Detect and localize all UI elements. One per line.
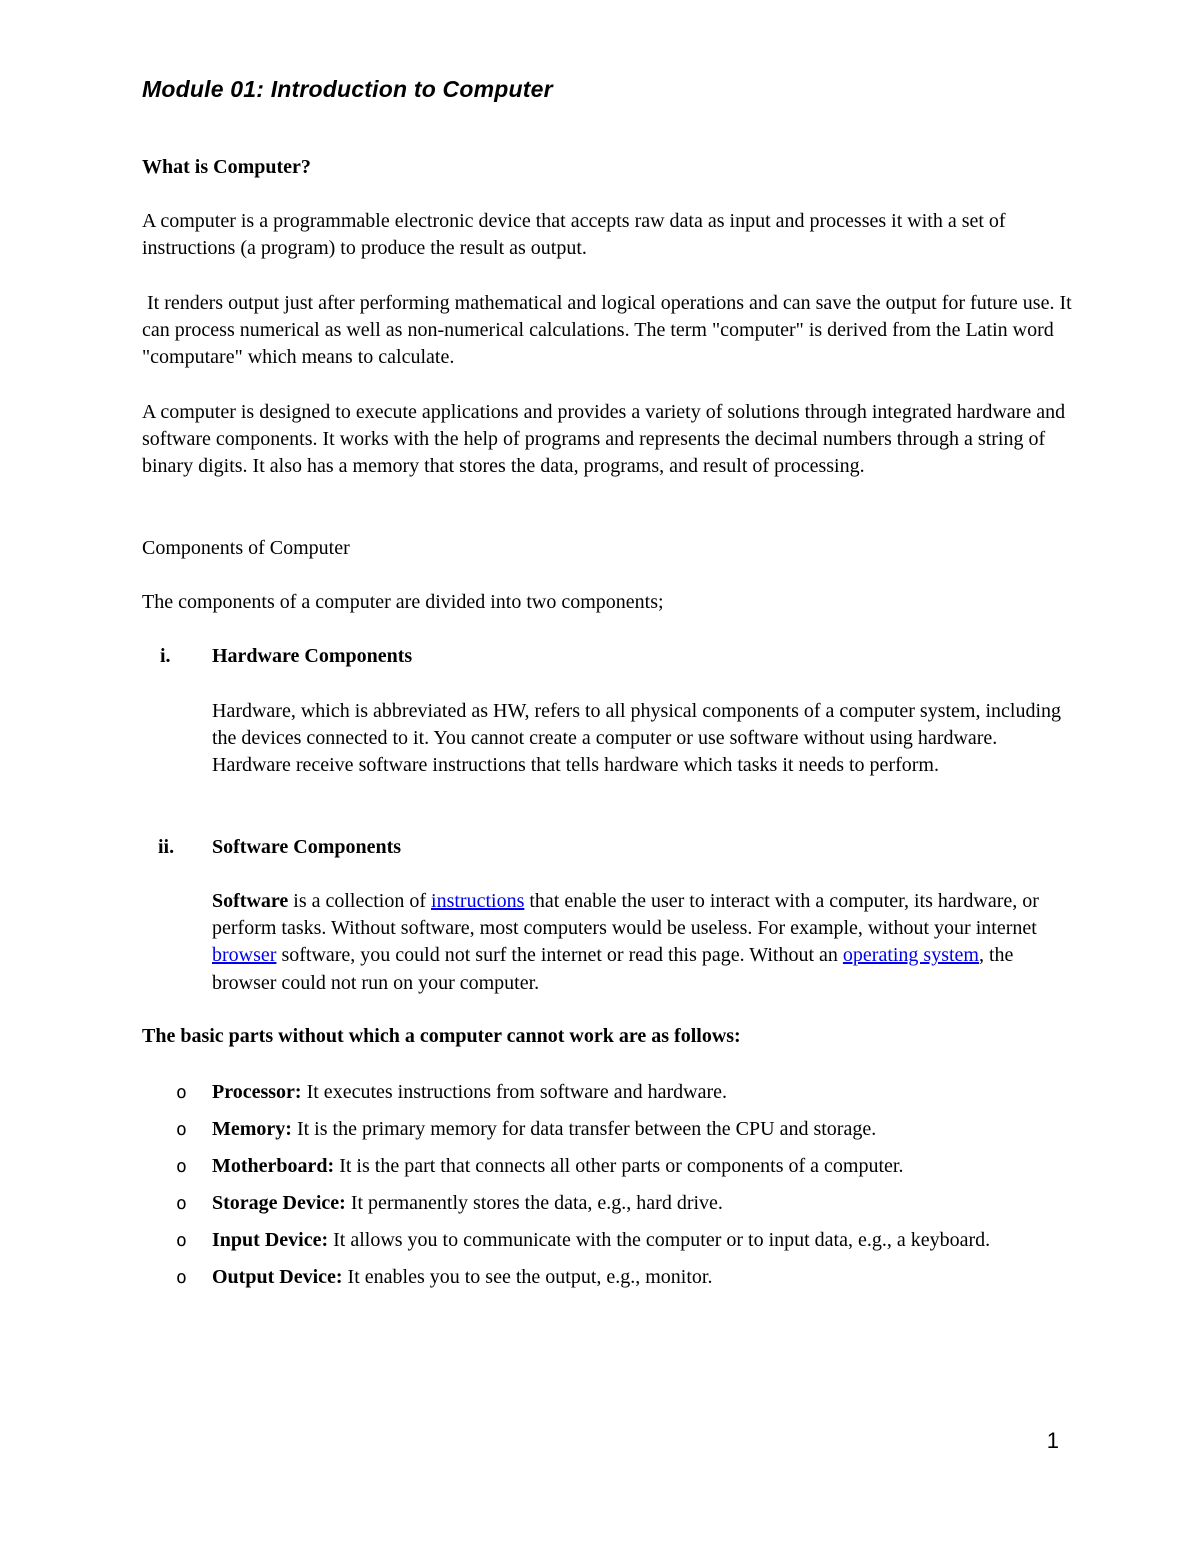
- part-text: It executes instructions from software and hardware.: [301, 1081, 727, 1103]
- part-text: It allows you to communicate with the computer or to input data, e.g., a keyboard.: [328, 1229, 991, 1251]
- software-text-1: is a collection of: [288, 890, 432, 912]
- part-text: It is the primary memory for data transfer between the CPU and storage.: [291, 1118, 877, 1140]
- parts-list: [142, 1076, 1062, 1298]
- list-item: [142, 1150, 1062, 1184]
- software-heading: Software Components: [212, 836, 402, 858]
- bullet-marker-icon: o: [176, 1193, 187, 1214]
- bullet-marker-icon: o: [176, 1082, 187, 1103]
- bullet-marker-icon: o: [176, 1156, 187, 1177]
- part-label: Processor:: [212, 1081, 302, 1103]
- paragraph-definition: A computer is a programmable electronic device that accepts raw data as input and processes it with a set of instructions (a program) to produce the result as output.: [142, 210, 1006, 260]
- software-term: Software: [212, 890, 289, 912]
- instructions-link[interactable]: instructions: [431, 890, 525, 912]
- part-label: Motherboard:: [212, 1155, 335, 1177]
- hardware-paragraph: Hardware, which is abbreviated as HW, refers to all physical components of a computer system, including the devices connected to it. You cannot create a computer or use software without using hardware. Hardware receive software instructions that tells hardware which tasks it needs to perform.: [212, 700, 1062, 777]
- bullet-marker-icon: o: [176, 1267, 187, 1288]
- page-number: 1: [1046, 1428, 1059, 1453]
- software-text-3: software, you could not surf the internet or read this page. Without an: [276, 944, 843, 967]
- software-numeral: ii.: [158, 836, 175, 858]
- components-heading: Components of Computer: [142, 537, 350, 559]
- browser-link[interactable]: browser: [212, 944, 277, 967]
- part-label: Memory:: [212, 1118, 292, 1140]
- paragraph-applications: A computer is designed to execute applications and provides a variety of solutions through integrated hardware and software components. It works with the help of programs and represents the decimal numbers through a string of binary digits. It also has a memory that stores the data, programs, and result of processing.: [142, 401, 1066, 478]
- part-text: It is the part that connects all other parts or components of a computer.: [334, 1155, 904, 1177]
- software-paragraph: [212, 888, 1062, 997]
- bullet-marker-icon: o: [176, 1230, 187, 1251]
- list-item: [142, 1076, 1062, 1110]
- operating-system-link[interactable]: operating system: [842, 944, 979, 967]
- parts-heading: The basic parts without which a computer cannot work are as follows:: [142, 1025, 741, 1047]
- software-text-2: that enable the user to interact with a computer, its hardware, or perform tasks. Without software, most computers would be useless. For example, without your internet: [212, 890, 1039, 940]
- part-label: Storage Device:: [212, 1192, 346, 1214]
- list-item: [142, 1187, 1062, 1221]
- bullet-marker-icon: o: [176, 1119, 187, 1140]
- part-text: It enables you to see the output, e.g., monitor.: [342, 1266, 713, 1288]
- list-item: [142, 1224, 1062, 1258]
- document-title: Module 01: Introduction to Computer: [142, 76, 553, 102]
- components-intro: The components of a computer are divided into two components;: [142, 591, 664, 613]
- list-item: [142, 1113, 1062, 1147]
- part-label: Input Device:: [212, 1229, 329, 1251]
- software-text-4: , the browser could not run on your computer.: [212, 944, 1014, 994]
- list-item: [142, 1261, 1062, 1295]
- section-heading-what-is-computer: What is Computer?: [142, 156, 311, 178]
- hardware-heading: Hardware Components: [212, 645, 413, 667]
- hardware-numeral: i.: [160, 645, 171, 667]
- part-text: It permanently stores the data, e.g., hard drive.: [345, 1192, 723, 1214]
- paragraph-output: It renders output just after performing mathematical and logical operations and can save the output for future use. It can process numerical as well as non-numerical calculations. The term "computer" is derived from the Latin word "computare" which means to calculate.: [142, 292, 1077, 369]
- part-label: Output Device:: [212, 1266, 343, 1288]
